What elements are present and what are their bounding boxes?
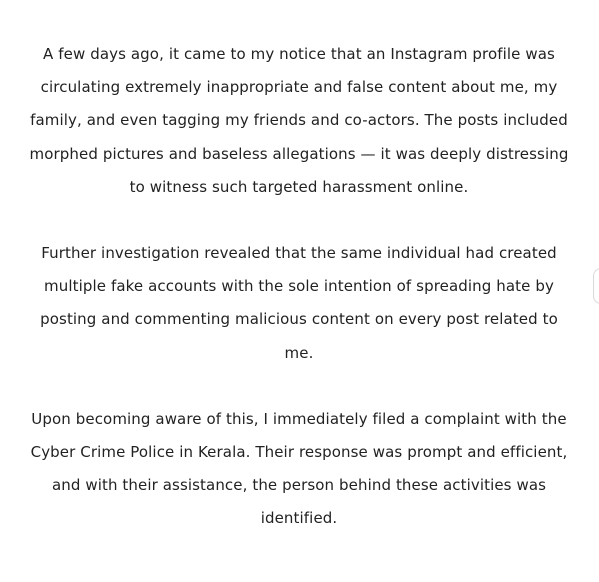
side-scroll-handle[interactable] [593,268,599,304]
paragraph-1: A few days ago, it came to my notice that an Instagram profile was circulating extremely inappropriate and false content about me, my family, and even tagging my friends and co-actors. The posts included morphed pictures and baseless allegations — it was deeply distressing to witness such targeted harassment online. [29,45,569,196]
paragraph-2: Further investigation revealed that the same individual had created multiple fake accounts with the sole intention of spreading hate by posting and commenting malicious content on every post related to me. [40,244,558,362]
paragraph-3: Upon becoming aware of this, I immediately filed a complaint with the Cyber Crime Police in Kerala. Their response was prompt and efficient, and with their assistance, the person behind these activities was identified. [30,409,568,528]
article-body [24,38,574,569]
